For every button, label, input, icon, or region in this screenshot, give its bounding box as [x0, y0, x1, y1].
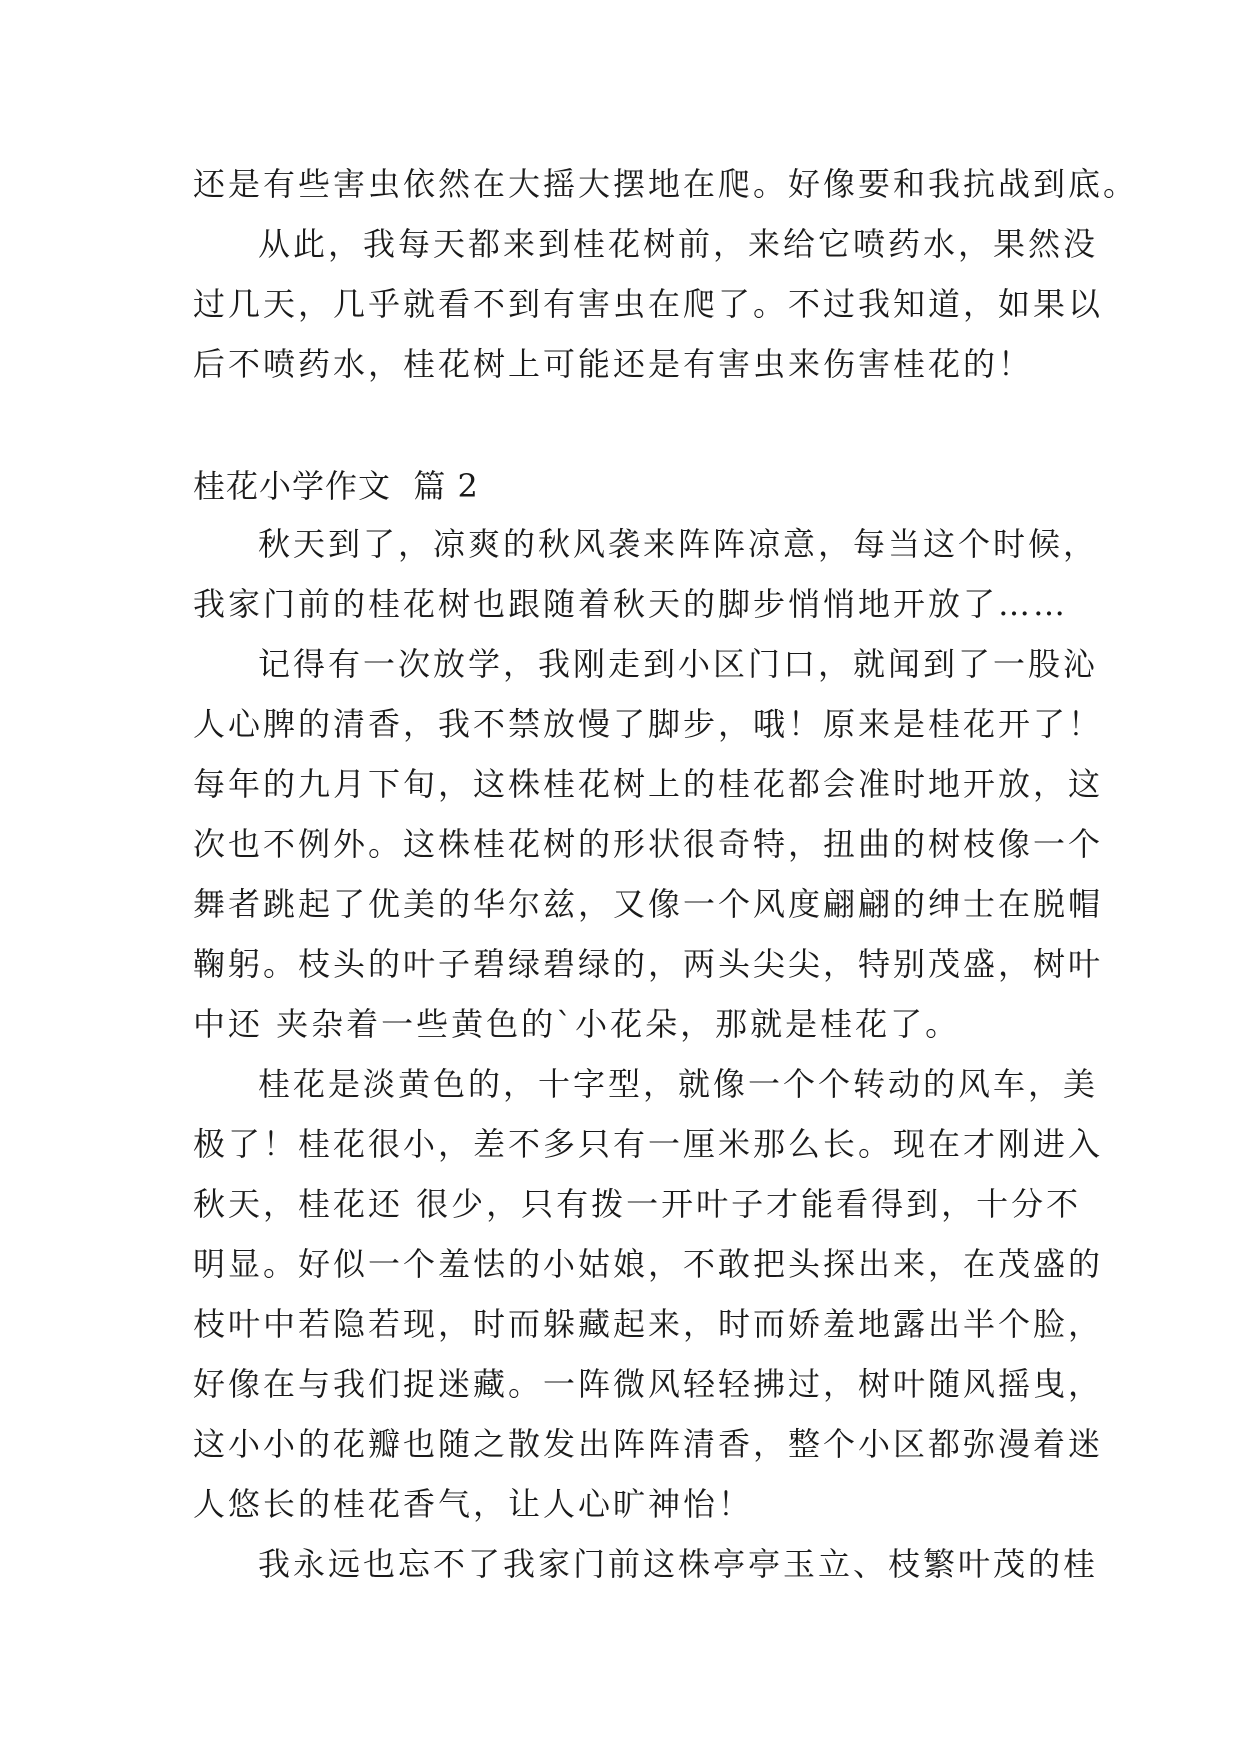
paragraph-start-line: 桂花是淡黄色的，十字型，就像一个个转动的风车，美 — [258, 1065, 1099, 1103]
paragraph-start-line: 秋天到了，凉爽的秋风袭来阵阵凉意，每当这个时候， — [258, 525, 1099, 563]
text-line: 每年的九月下旬，这株桂花树上的桂花都会准时地开放，这 — [193, 765, 1104, 803]
text-line: 还是有些害虫依然在大摇大摆地在爬。好像要和我抗战到底。 — [193, 165, 1139, 203]
text-line: 人心脾的清香，我不禁放慢了脚步，哦！原来是桂花开了！ — [193, 705, 1104, 743]
text-line: 秋天，桂花还 很少，只有拨一开叶子才能看得到，十分不 — [193, 1185, 1082, 1223]
text-line: 极了！桂花很小，差不多只有一厘米那么长。现在才刚进入 — [193, 1125, 1104, 1163]
text-line: 人悠长的桂花香气，让人心旷神怡！ — [193, 1485, 754, 1523]
paragraph-start-line: 我永远也忘不了我家门前这株亭亭玉立、枝繁叶茂的桂 — [258, 1545, 1099, 1583]
text-line: 过几天，几乎就看不到有害虫在爬了。不过我知道，如果以 — [193, 285, 1104, 323]
paragraph-start-line: 记得有一次放学，我刚走到小区门口，就闻到了一股沁 — [258, 645, 1099, 683]
text-line: 中还 夹杂着一些黄色的`小花朵，那就是桂花了。 — [193, 1005, 961, 1043]
text-line: 好像在与我们捉迷藏。一阵微风轻轻拂过，树叶随风摇曳， — [193, 1365, 1104, 1403]
text-line: 我家门前的桂花树也跟随着秋天的脚步悄悄地开放了…… — [193, 585, 1069, 623]
text-line: 舞者跳起了优美的华尔兹，又像一个风度翩翩的绅士在脱帽 — [193, 885, 1104, 923]
text-line: 这小小的花瓣也随之散发出阵阵清香，整个小区都弥漫着迷 — [193, 1425, 1104, 1463]
text-line: 鞠躬。枝头的叶子碧绿碧绿的，两头尖尖，特别茂盛，树叶 — [193, 945, 1104, 983]
text-line: 次也不例外。这株桂花树的形状很奇特，扭曲的树枝像一个 — [193, 825, 1104, 863]
paragraph-start-line: 从此，我每天都来到桂花树前，来给它喷药水，果然没 — [258, 225, 1099, 263]
text-line: 明显。好似一个羞怯的小姑娘，不敢把头探出来，在茂盛的 — [193, 1245, 1104, 1283]
text-line: 后不喷药水，桂花树上可能还是有害虫来伤害桂花的！ — [193, 345, 1034, 383]
section-heading: 桂花小学作文 篇 2 — [193, 467, 479, 505]
text-line: 枝叶中若隐若现，时而躲藏起来，时而娇羞地露出半个脸， — [193, 1305, 1104, 1343]
